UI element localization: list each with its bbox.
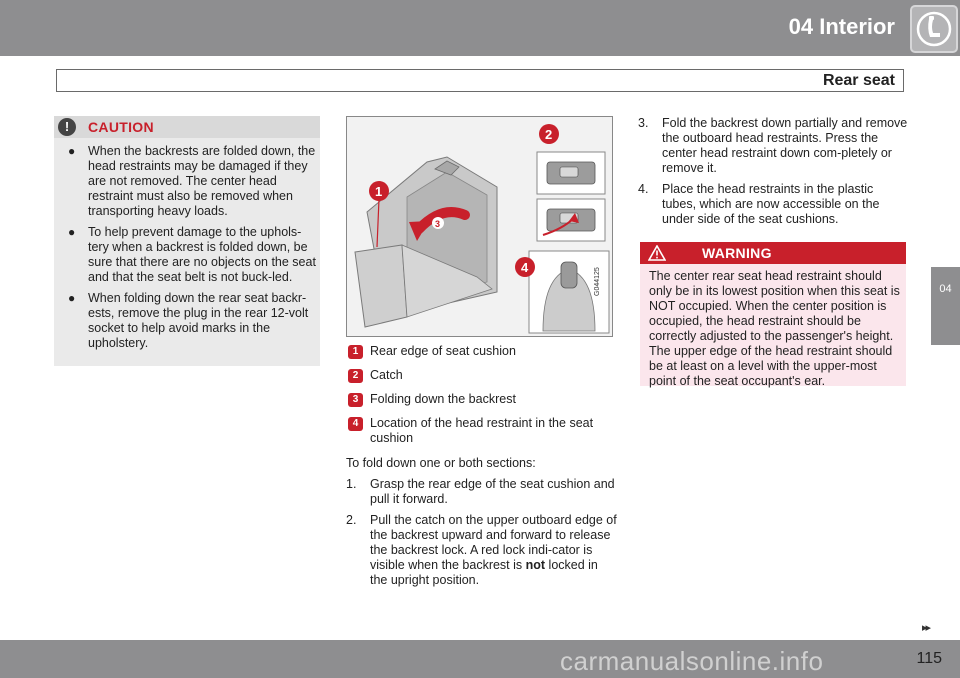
callout-badge: 1	[348, 345, 363, 359]
illustration-legend	[346, 344, 616, 455]
callout-4-label: 4	[521, 260, 529, 275]
warning-title: WARNING	[702, 245, 772, 261]
callout-2-label: 2	[545, 127, 553, 142]
warning-text: The center rear seat head restraint should only be in its lowest position when this seat is NOT occupied. When the center position is occupied, the head restraint should be correctly adjusted to the passenger's height. The upper edge of the head restraint should be at least on a level with the upper-most point of the seat occupant's ear.	[649, 269, 900, 388]
list-item	[66, 291, 316, 351]
bullet-icon: ●	[68, 291, 76, 305]
legend-text: Rear edge of seat cushion	[370, 344, 516, 358]
step-number: 2.	[346, 513, 357, 527]
callout-badge: 4	[348, 417, 363, 431]
legend-item	[346, 392, 616, 407]
step-item	[638, 116, 910, 176]
callout-3-label: 3	[435, 219, 441, 229]
steps-list-left	[346, 477, 618, 594]
list-item	[66, 144, 316, 219]
caution-title: CAUTION	[88, 119, 154, 135]
step-text: Grasp the rear edge of the seat cushion and pull it forward.	[370, 477, 615, 506]
section-title: Rear seat	[822, 72, 895, 89]
step-item	[638, 182, 910, 227]
chapter-title: 04 Interior	[788, 14, 895, 39]
next-page-arrows[interactable]: ▸▸	[922, 622, 930, 634]
legend-item	[346, 416, 616, 446]
step-number: 1.	[346, 477, 357, 491]
legend-item	[346, 344, 616, 359]
step-number: 4.	[638, 182, 649, 196]
caution-item-text: To help prevent damage to the uphols-tery when a backrest is folded down, be sure that there are no objects on the seat and that the seat belt is not buck-led.	[88, 225, 316, 284]
caution-item-text: When folding down the rear seat backr-ests, remove the plug in the rear 12-volt socket to help avoid marks in the upholstery.	[88, 291, 309, 350]
bullet-icon: ●	[68, 225, 76, 239]
step-text-after: locked in the upright position.	[370, 558, 598, 587]
legend-text: Catch	[370, 368, 403, 382]
step-text: Pull the catch on the upper outboard edge of the backrest upward and forward to release the backrest lock. A red lock indi-cator is visible when the backrest is	[370, 513, 617, 572]
page-number: 115	[916, 650, 942, 667]
caution-item-text: When the backrests are folded down, the head restraints may be damaged if they are not removed. The center head restraint must also be removed when transporting heavy loads.	[88, 144, 316, 218]
exclamation-icon: !	[58, 118, 76, 136]
chapter-tab-label: 04	[939, 283, 952, 295]
callout-badge: 3	[348, 393, 363, 407]
legend-text: Location of the head restraint in the seat cushion	[370, 416, 594, 445]
caution-list	[66, 144, 316, 357]
figure-code: G044125	[594, 267, 601, 296]
callout-badge: 2	[348, 369, 363, 383]
step-text: Place the head restraints in the plastic tubes, which are now accessible on the under side of the seat cushions.	[662, 182, 880, 226]
step-number: 3.	[638, 116, 649, 130]
callout-1-label: 1	[375, 184, 383, 199]
step-text: Fold the backrest down partially and remove the outboard head restraints. Press the center head restraint down com-pletely or remove it.	[662, 116, 908, 175]
step-item	[346, 477, 618, 507]
warning-header	[640, 242, 906, 264]
emphasis-not: not	[525, 558, 546, 572]
rear-seat-illustration	[346, 116, 613, 337]
chapter-tab[interactable]	[931, 267, 960, 345]
warning-box	[640, 242, 906, 386]
list-item	[66, 225, 316, 285]
section-header	[56, 69, 904, 92]
legend-text: Folding down the backrest	[370, 392, 516, 406]
steps-list-right	[638, 116, 910, 233]
legend-item	[346, 368, 616, 383]
caution-box	[54, 116, 320, 366]
bullet-icon: ●	[68, 144, 76, 158]
warning-triangle-icon	[648, 245, 666, 261]
intro-text: To fold down one or both sections:	[346, 456, 536, 470]
watermark: carmanualsonline.info	[560, 646, 824, 676]
step-item	[346, 513, 618, 588]
seat-icon	[910, 5, 958, 53]
caution-header	[54, 116, 320, 138]
